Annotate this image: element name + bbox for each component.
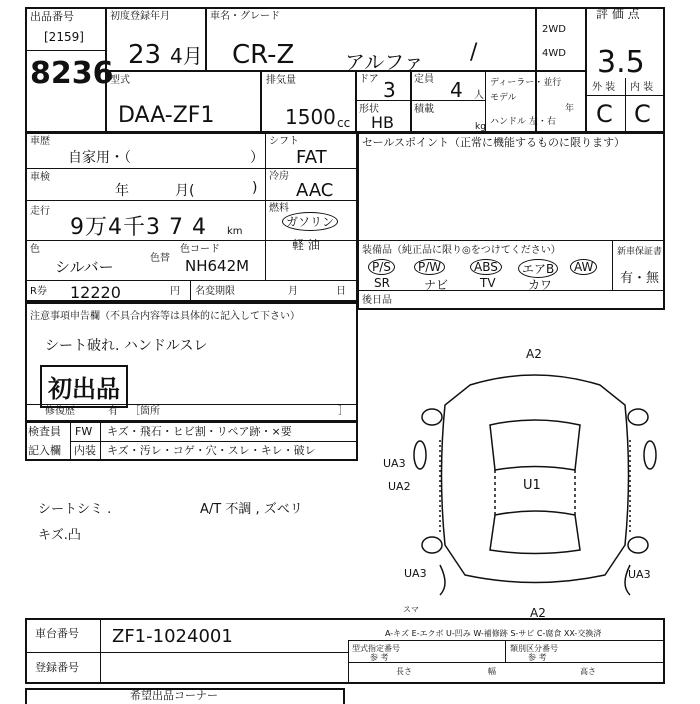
equip-aw: AW <box>570 259 597 275</box>
color-code-label: 色コード <box>180 244 220 255</box>
model-label: モデル <box>490 93 517 103</box>
ownership-month: 月 <box>288 286 298 297</box>
inspection-year: 年 <box>115 183 129 199</box>
load-unit: kg <box>475 122 486 132</box>
repair-label: 修復歴 <box>45 406 75 417</box>
recycle-value: 12220 <box>70 283 121 302</box>
history-close: ） <box>250 150 264 166</box>
recycle-label: R券 <box>30 286 47 297</box>
doors-label: ドア <box>359 74 379 85</box>
sales-title: セールスポイント（正常に機能するものに限ります） <box>362 136 626 149</box>
damage-legend: A-キズ E-エクボ U-凹み W-補修跡 S-サビ C-腐食 XX-交換済 <box>385 629 602 638</box>
repair-value: 有 <box>108 406 118 417</box>
exterior-label: 外 装 <box>592 82 616 93</box>
designation-ref: 参 考 <box>370 653 389 662</box>
inspection-interior-label: 内装 <box>74 444 96 457</box>
first-reg-label: 初度登録年月 <box>110 11 170 22</box>
width-label: 幅 <box>488 667 496 676</box>
equip-tv: TV <box>480 276 496 290</box>
capacity-label: 定員 <box>414 74 434 85</box>
displacement-label: 排気量 <box>266 75 296 86</box>
footer-label: 希望出品コーナー <box>130 689 218 702</box>
ownership-day: 日 <box>336 286 346 297</box>
type-value: DAA-ZF1 <box>118 103 215 128</box>
model-name: CR-Z <box>232 40 295 70</box>
category-ref: 参 考 <box>528 653 547 662</box>
equip-navi: ナビ <box>424 278 449 292</box>
mileage-value: 9万4千3 7 4 <box>70 215 207 240</box>
fw-items: キズ・飛石・ヒビ割・リペア跡・×要 <box>107 425 292 438</box>
handle-label: ハンドル 左・右 <box>490 117 556 127</box>
remark-3: キズ.凸 <box>38 528 81 543</box>
diagram-left-b: UA2 <box>388 480 411 493</box>
load-label: 積載 <box>414 104 434 115</box>
inspection-close: ) <box>252 180 258 196</box>
reg-label: 登録番号 <box>35 661 79 674</box>
diagram-top: A2 <box>526 347 542 361</box>
capacity-value: 4 <box>450 78 463 102</box>
inspection-month: 月( <box>175 183 195 199</box>
lot-sub: [2159] <box>44 30 84 44</box>
repair-close: ］ <box>338 406 348 417</box>
drive-4wd: 4WD <box>542 48 566 59</box>
doors-value: 3 <box>383 78 396 102</box>
equip-leather: カワ <box>528 278 553 292</box>
notes-title: 注意事項申告欄（不具合内容等は具体的に記入して下さい） <box>30 311 300 322</box>
first-reg-year: 23 <box>128 40 162 70</box>
fuel-gas: ガソリン <box>282 212 338 231</box>
recycle-unit: 円 <box>170 286 180 297</box>
displacement-unit: cc <box>337 116 351 130</box>
diagram-bottom-right: UA3 <box>628 568 651 581</box>
equip-ps: P/S <box>368 259 395 275</box>
color-code-value: NH642M <box>185 257 250 275</box>
shape-value: HB <box>371 113 395 132</box>
diagram-left-a: UA3 <box>383 457 406 470</box>
lot-number: 8236 <box>30 56 114 91</box>
type-label: 型式 <box>110 75 130 86</box>
grade: アルファ <box>345 50 424 74</box>
chassis-label: 車台番号 <box>35 627 79 640</box>
rating-value: 3.5 <box>597 45 645 80</box>
interior-label: 内 装 <box>630 82 654 93</box>
shift-value: FAT <box>296 147 327 168</box>
capacity-unit: 人 <box>474 90 484 101</box>
stamp-text: 初出品 <box>48 375 120 403</box>
inspection-label: 車検 <box>30 172 50 183</box>
remark-1: シートシミ . <box>38 502 112 517</box>
color-change-label: 色替 <box>150 253 170 264</box>
first-reg-month: 4月 <box>170 44 203 68</box>
exterior-value: C <box>596 100 613 128</box>
equip-sr: SR <box>374 276 390 290</box>
model-name-label: 車名・グレード <box>210 11 280 22</box>
diagram-bumper: スマ <box>403 605 419 614</box>
equip-airbag: エアB <box>518 259 558 278</box>
category-label: 類別区分番号 <box>510 644 558 653</box>
warranty-label: 新車保証書 <box>617 247 663 257</box>
interior-value: C <box>634 100 651 128</box>
color-value: シルバー <box>55 258 114 276</box>
first-listing-stamp <box>40 365 128 408</box>
designation-label: 型式指定番号 <box>352 644 400 653</box>
rating-label: 評 価 点 <box>596 7 640 21</box>
color-label: 色 <box>30 244 40 255</box>
repair-place: ［箇所 <box>130 406 160 417</box>
entry-label: 記入欄 <box>28 444 61 457</box>
grade-mark: / <box>470 40 478 65</box>
ownership-label: 名変期限 <box>195 286 235 297</box>
drive-2wd: 2WD <box>542 24 566 35</box>
warranty-value: 有・無 <box>620 271 660 286</box>
shape-label: 形状 <box>359 104 379 115</box>
mileage-label: 走行 <box>30 206 50 217</box>
fuel-label: 燃料 <box>269 203 289 214</box>
remark-2: A/T 不調 , ズベリ <box>200 502 303 517</box>
notes-handwritten: シート破れ. ハンドルスレ <box>45 338 208 354</box>
inspector-label: 検査員 <box>28 425 61 438</box>
shift-label: シフト <box>269 136 299 147</box>
history-label: 車歴 <box>30 136 50 147</box>
year-label: 年 <box>565 104 575 114</box>
dealer-label: ディーラー・並行 <box>490 78 562 88</box>
equip-pw: P/W <box>414 259 445 275</box>
history-value: 自家用・（ <box>68 150 131 166</box>
interior-items: キズ・汚レ・コゲ・穴・スレ・キレ・破レ <box>107 444 316 457</box>
equipment-label: 装備品（純正品に限り◎をつけてください） <box>362 245 561 256</box>
diagram-bottom: A2 <box>530 606 546 620</box>
fw-label: FW <box>75 425 93 438</box>
ac-label: 冷房 <box>269 171 289 182</box>
rear-seat-label: 後日品 <box>362 295 392 306</box>
diagram-center: U1 <box>523 478 541 493</box>
equip-abs: ABS <box>470 259 502 275</box>
ac-value: AAC <box>296 180 334 201</box>
height-label: 高さ <box>580 667 596 676</box>
displacement-value: 1500 <box>285 105 336 129</box>
chassis-value: ZF1-1024001 <box>112 626 233 647</box>
length-label: 長さ <box>396 667 412 676</box>
diagram-bottom-left: UA3 <box>404 567 427 580</box>
lot-label: 出品番号 <box>30 10 74 23</box>
sales-frame <box>357 132 665 310</box>
fuel-diesel: 軽 油 <box>292 238 320 252</box>
mileage-unit: km <box>227 226 243 237</box>
